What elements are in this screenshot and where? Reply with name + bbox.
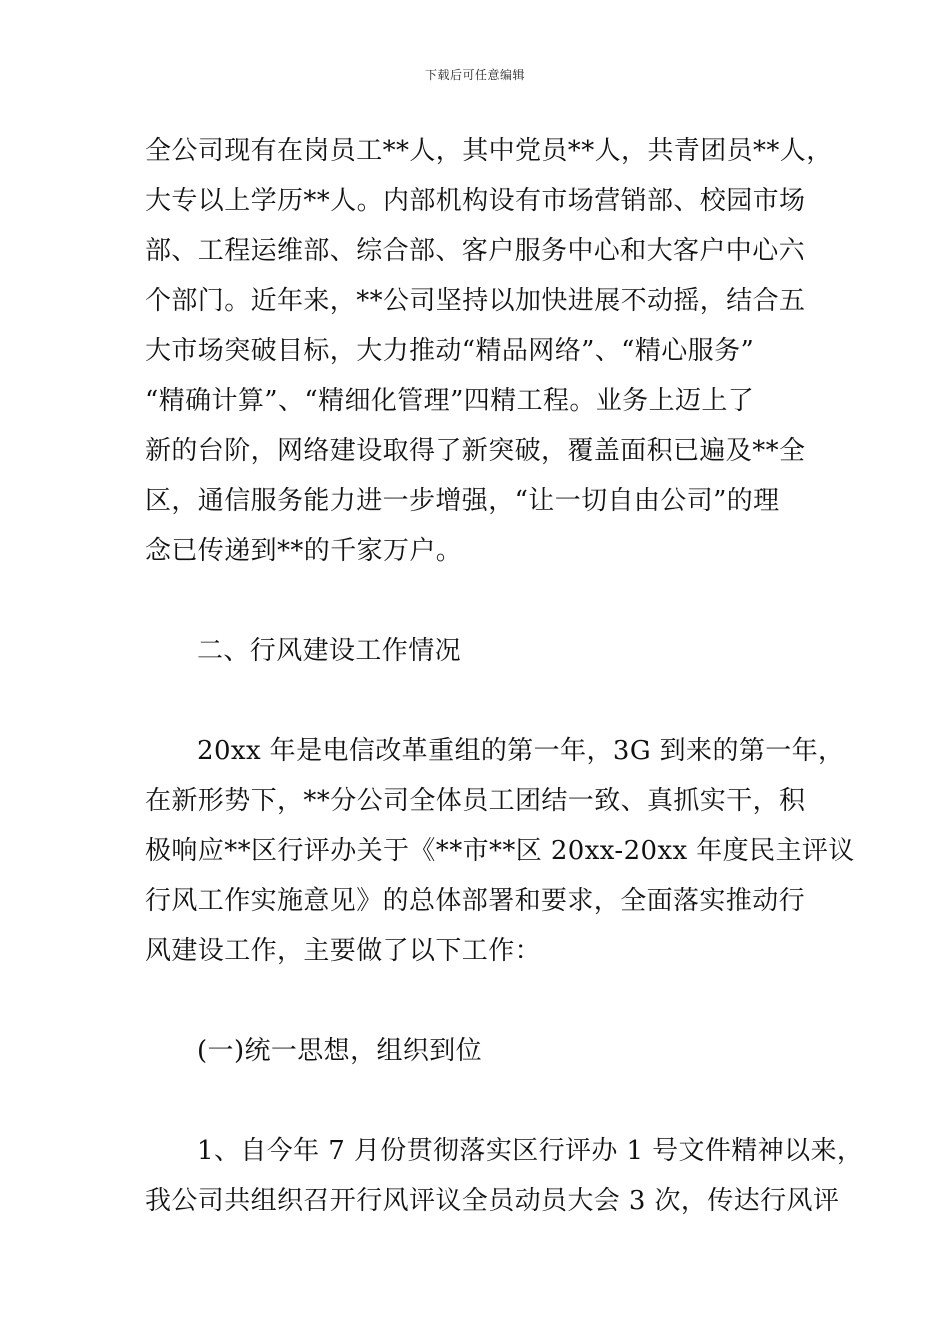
paragraph-gap	[145, 1076, 835, 1126]
paragraph-company-overview	[145, 126, 835, 576]
section-heading	[145, 626, 835, 676]
text-line: 极响应**区行评办关于《**市**区 20xx-20xx 年度民主评议	[145, 836, 855, 866]
text-line: 念已传递到**的千家万户。	[145, 536, 463, 566]
section-heading-text: 二、行风建设工作情况	[197, 636, 462, 666]
text-line: 我公司共组织召开行风评议全员动员大会 3 次，传达行风评	[145, 1186, 840, 1216]
text-line: 20xx 年是电信改革重组的第一年，3G 到来的第一年，	[197, 736, 845, 766]
subsection-heading	[145, 1026, 835, 1076]
text-line: 1、自今年 7 月份贯彻落实区行评办 1 号文件精神以来，	[197, 1136, 864, 1166]
paragraph-item-1	[145, 1126, 864, 1226]
paragraph-gap	[145, 676, 835, 726]
text-line: 全公司现有在岗员工**人，其中党员**人，共青团员**人，	[145, 136, 833, 166]
text-line: 在新形势下，**分公司全体员工团结一致、真抓实干，积	[145, 786, 806, 816]
paragraph-work-situation	[145, 726, 855, 976]
text-line: 部、工程运维部、综合部、客户服务中心和大客户中心六	[145, 236, 806, 266]
paragraph-gap	[145, 976, 835, 1026]
subsection-heading-text: (一)统一思想，组织到位	[197, 1036, 483, 1066]
text-line: 风建设工作，主要做了以下工作：	[145, 936, 542, 966]
text-line: 大专以上学历**人。内部机构设有市场营销部、校园市场	[145, 186, 806, 216]
text-line: 大市场突破目标，大力推动“精品网络”、“精心服务”	[145, 336, 755, 366]
page-header: 下载后可任意编辑	[424, 68, 525, 82]
paragraph-gap	[145, 576, 835, 626]
text-line: 行风工作实施意见》的总体部署和要求，全面落实推动行	[145, 886, 806, 916]
text-line: 新的台阶，网络建设取得了新突破，覆盖面积已遍及**全	[145, 436, 806, 466]
document-body	[145, 126, 864, 1226]
text-line: 个部门。近年来，**公司坚持以加快进展不动摇，结合五	[145, 286, 806, 316]
text-line: 区，通信服务能力进一步增强，“让一切自由公司”的理	[145, 486, 780, 516]
text-line: “精确计算”、“精细化管理”四精工程。业务上迈上了	[145, 386, 755, 416]
